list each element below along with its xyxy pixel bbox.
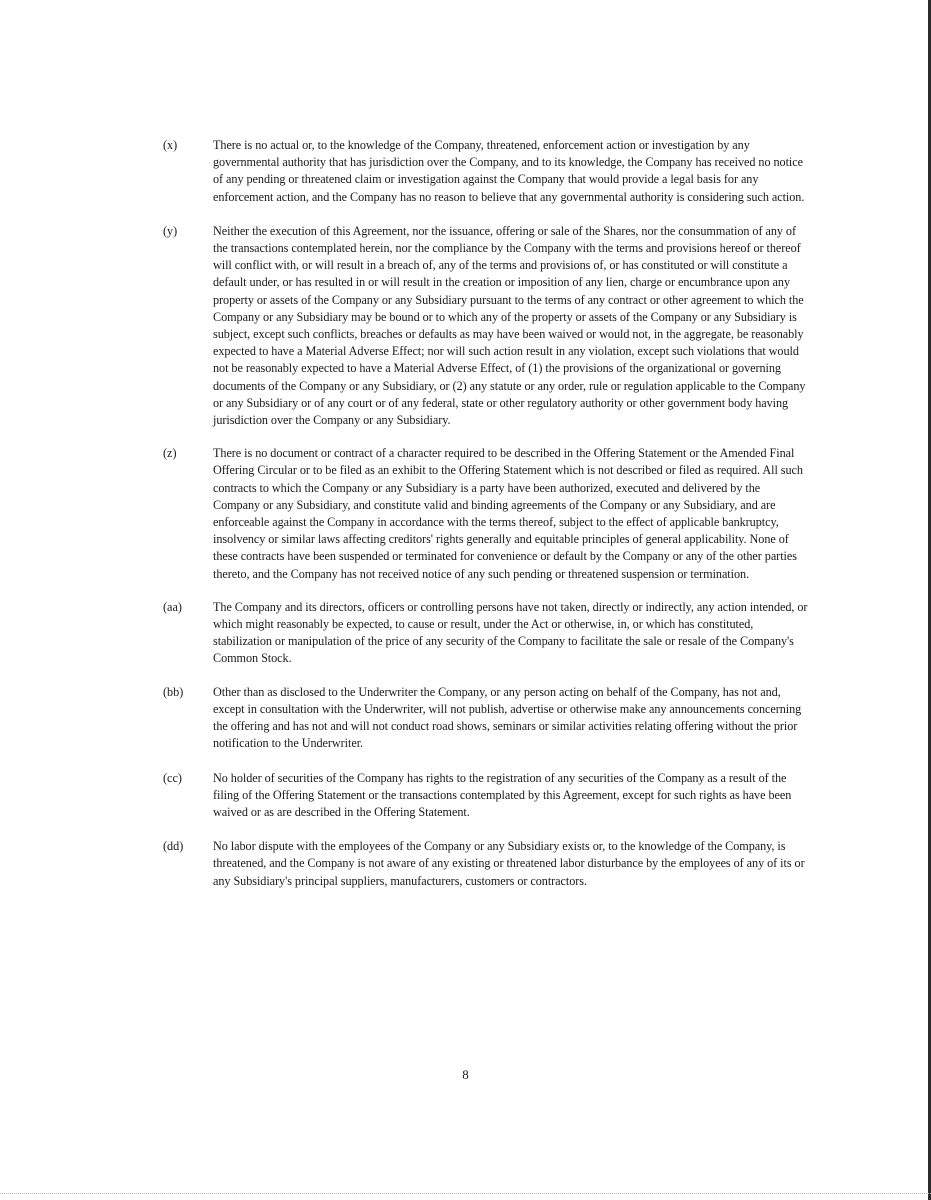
clause-label: (z) — [163, 446, 177, 461]
page-number: 8 — [462, 1067, 469, 1082]
clause-cc — [163, 770, 808, 822]
clause-label: (dd) — [163, 839, 184, 854]
clause-z — [163, 445, 808, 583]
clause-text: Neither the execution of this Agreement, nor the issuance, offering or sale of the Shares, nor the consummation of any of the transactions contemplated herein, nor the compliance by the Company with the terms and provisions hereof or thereof will conflict with, or will result in a breach of, any of the terms and provisions of, or has constituted or will constitute a default under, or has resulted in or will result in the creation or imposition of any lien, charge or encumbrance upon any property or assets of the Company or any Subsidiary pursuant to the terms of any contract or other agreement to which the Company or any Subsidiary may be bound or to which any of the property or assets of the Company or any Subsidiary is subject, except such conflicts, breaches or defaults as may have been waived or would not, in the aggregate, be reasonably expected to have a Material Adverse Effect; nor will such action result in any violation, except such violations that would not be reasonably expected to have a Material Adverse Effect, of (1) the provisions of the organizational or governing documents of the Company or any Subsidiary, or (2) any statute or any order, rule or regulation applicable to the Company or any Subsidiary or of any court or of any federal, state or other regulatory authority or other government body having jurisdiction over the Company or any Subsidiary. — [213, 223, 806, 428]
clause-x — [163, 137, 808, 206]
clause-text: There is no document or contract of a character required to be described in the Offering Statement or the Amended Final Offering Circular or to be filed as an exhibit to the Offering Statement which is not described or filed as required. All such contracts to which the Company or any Subsidiary is a party have been authorized, executed and delivered by the Company or any Subsidiary, and constitute valid and binding agreements of the Company or any Subsidiary, and are enforceable against the Company in accordance with the terms thereof, subject to the effect of applicable bankruptcy, insolvency or similar laws affecting creditors' rights generally and equitable principles of general applicability. None of these contracts have been suspended or terminated for convenience or default by the Company or any of the other parties thereto, and the Company has not received notice of any such pending or threatened suspension or termination. — [213, 446, 803, 581]
clause-bb — [163, 684, 808, 753]
clause-label: (aa) — [163, 599, 182, 614]
clause-list — [163, 137, 808, 890]
clause-label: (x) — [163, 138, 178, 152]
clause-text: Other than as disclosed to the Underwriter the Company, or any person acting on behalf of the Company, has not and, except in consultation with the Underwriter, will not publish, advertise or otherwise make any announcements concerning the offering and has not and will not conduct road shows, seminars or similar activities relating offering without the prior notification to the Underwriter. — [213, 684, 802, 751]
clause-text: There is no actual or, to the knowledge of the Company, threatened, enforcement action or investigation by any governmental authority that has jurisdiction over the Company, and to its knowledge, the Company has received no notice of any pending or threatened claim or investigation against the Company that would provide a legal basis for any enforcement action, and the Company has no reason to believe that any governmental authority is considering such action. — [213, 138, 805, 204]
scan-bottom-divider — [0, 1193, 931, 1194]
clause-aa — [163, 599, 808, 668]
clause-text: No labor dispute with the employees of the Company or any Subsidiary exists or, to the knowledge of the Company, is threatened, and the Company is not aware of any existing or threatened labor disturbance by the employees of any of its or any Subsidiary's principal suppliers, manufacturers, customers or contractors. — [213, 839, 805, 888]
clause-text: No holder of securities of the Company has rights to the registration of any securities of the Company as a result of the filing of the Offering Statement or the transactions contemplated by this Agreement, except for such rights as have been waived or as are described in the Offering Statement. — [213, 770, 792, 819]
clause-text: The Company and its directors, officers or controlling persons have not taken, directly or indirectly, any action intended, or which might reasonably be expected, to cause or result, under the Act or otherwise, in, or which has constituted, stabilization or manipulation of the price of any security of the Company to facilitate the sale or resale of the Company's Common Stock. — [213, 599, 808, 666]
clause-dd — [163, 838, 808, 890]
clause-label: (bb) — [163, 684, 184, 699]
clause-label: (y) — [163, 223, 178, 238]
clause-label: (cc) — [163, 770, 182, 785]
clause-y — [163, 223, 808, 429]
